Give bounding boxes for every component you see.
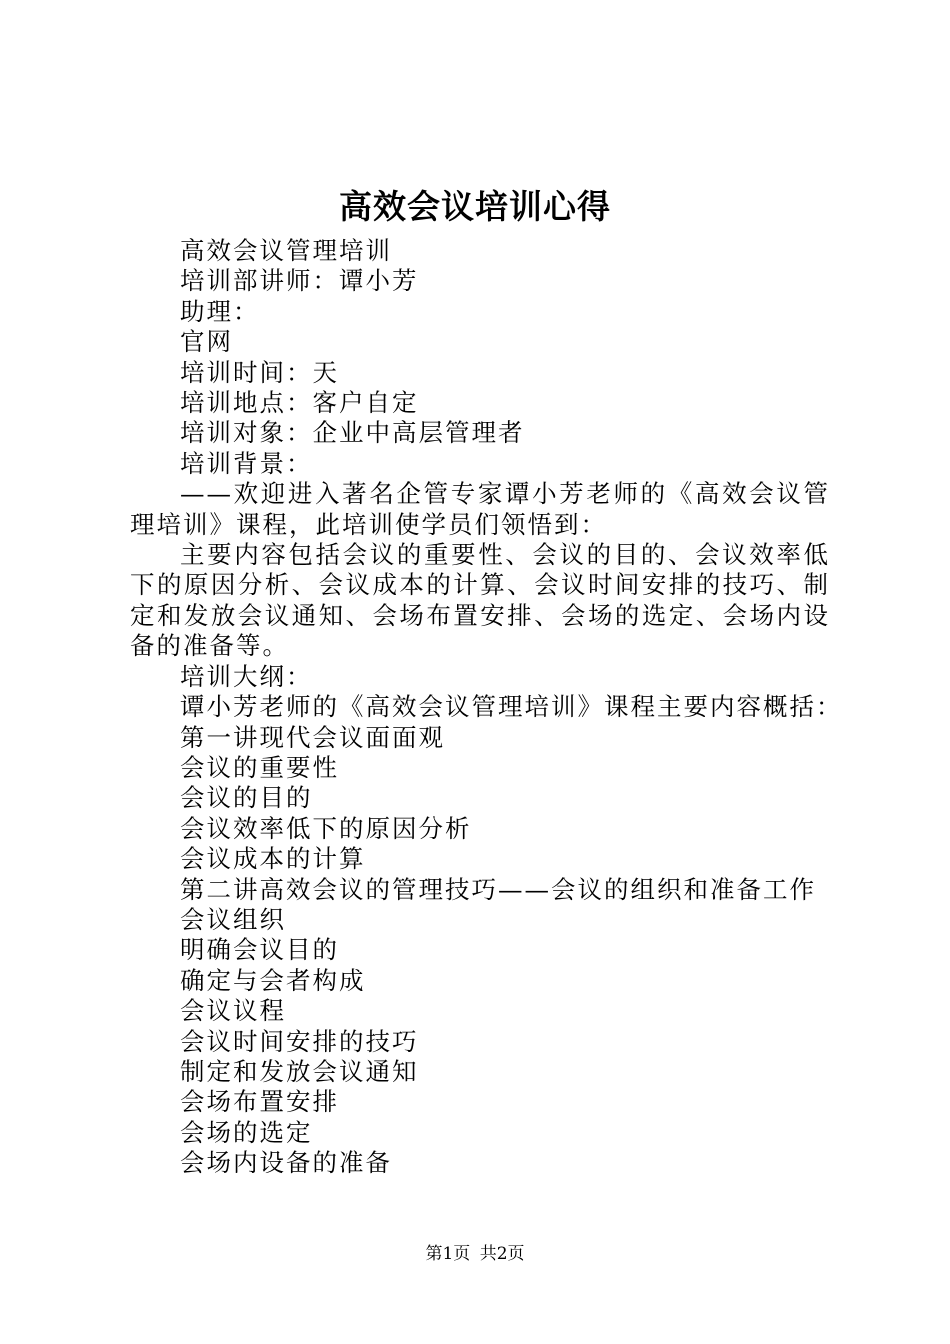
body-line: 培训对象：企业中高层管理者 — [180, 418, 525, 448]
page-total: 共2页 — [479, 1244, 525, 1264]
outline-item: 第二讲高效会议的管理技巧——会议的组织和准备工作 — [180, 874, 816, 904]
body-line: 谭小芳老师的《高效会议管理培训》课程主要内容概括： — [180, 692, 843, 722]
page-footer — [0, 1243, 950, 1265]
intro-paragraph: ——欢迎进入著名企管专家谭小芳老师的《高效会议管理培训》课程，此培训使学员们领悟到： — [130, 479, 830, 539]
body-line: 高效会议管理培训 — [180, 236, 392, 265]
outline-item: 会议效率低下的原因分析 — [180, 813, 472, 843]
outline-item: 制定和发放会议通知 — [180, 1056, 419, 1086]
outline-item: 确定与会者构成 — [180, 965, 366, 995]
body-line: 培训背景： — [180, 448, 313, 478]
body-line: 培训地点：客户自定 — [180, 388, 419, 418]
content-paragraph: 主要内容包括会议的重要性、会议的目的、会议效率低下的原因分析、会议成本的计算、会议时间安排的技巧、制定和发放会议通知、会场布置安排、会场的选定、会场内设备的准备等。 — [130, 540, 830, 661]
outline-item: 会场内设备的准备 — [180, 1148, 392, 1178]
document-body — [130, 236, 843, 1179]
outline-item: 会议时间安排的技巧 — [180, 1026, 419, 1056]
outline-item: 会议的重要性 — [180, 752, 339, 782]
outline-item: 会场布置安排 — [180, 1087, 339, 1117]
outline-item: 第一讲现代会议面面观 — [180, 722, 445, 752]
outline-item: 会场的选定 — [180, 1117, 313, 1147]
body-line: 培训时间：天 — [180, 357, 339, 387]
body-line: 助理： — [180, 296, 260, 326]
body-line: 官网 — [180, 327, 233, 357]
body-line: 培训大纲： — [180, 661, 313, 691]
outline-item: 会议组织 — [180, 904, 286, 934]
document-title: 高效会议培训心得 — [339, 187, 611, 226]
outline-item: 会议的目的 — [180, 783, 313, 813]
page-number: 第1页 — [425, 1244, 471, 1264]
outline-item: 会议成本的计算 — [180, 844, 366, 874]
body-line: 培训部讲师：谭小芳 — [180, 266, 419, 296]
outline-item: 明确会议目的 — [180, 935, 339, 965]
outline-item: 会议议程 — [180, 996, 286, 1026]
